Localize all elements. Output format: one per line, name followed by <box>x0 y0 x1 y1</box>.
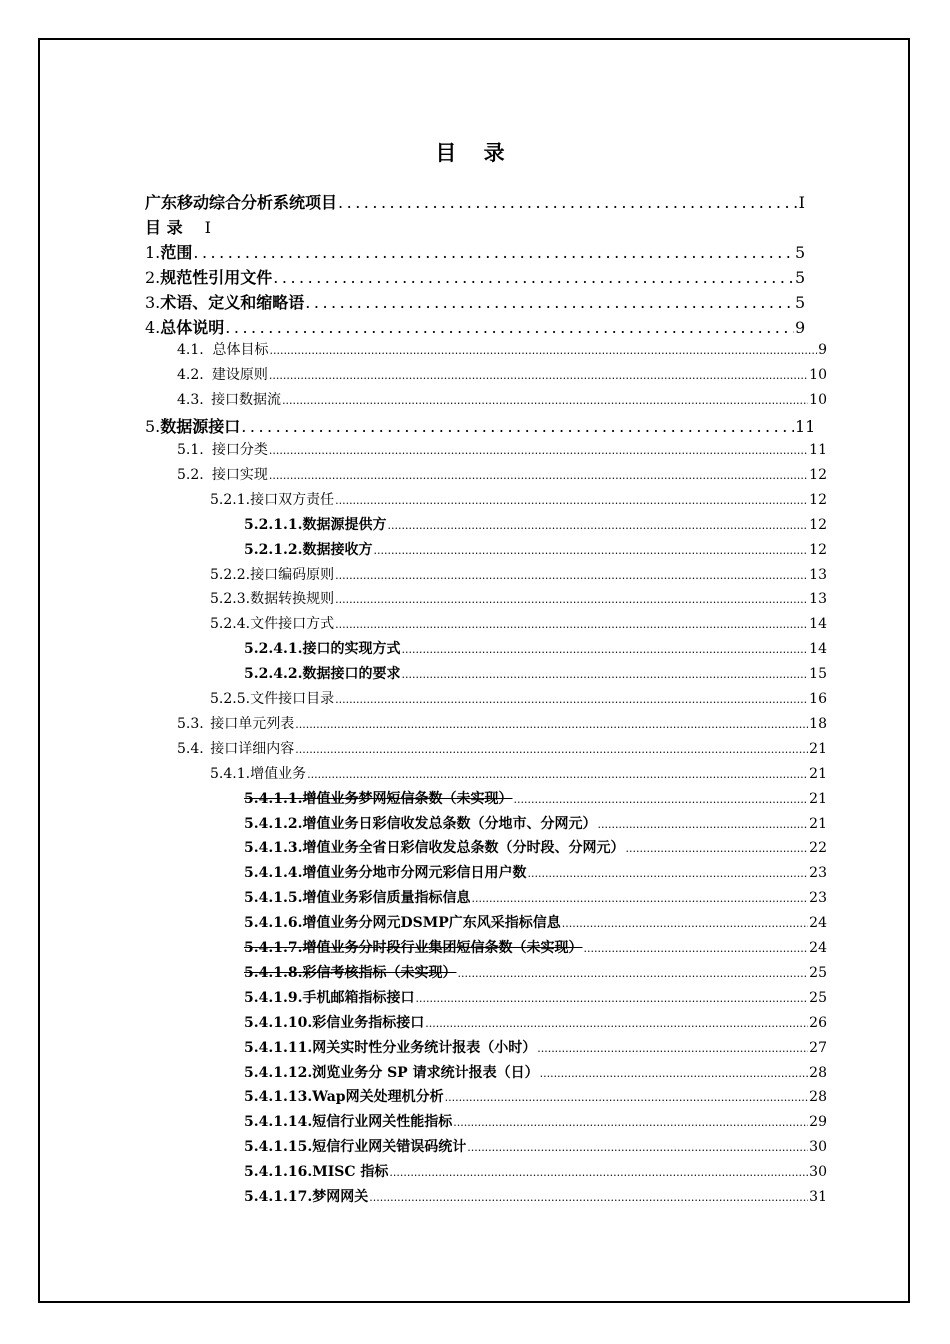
toc-entry-title: 广东移动综合分析系统项目 <box>145 193 338 212</box>
toc-entry-page: 21 <box>809 815 827 832</box>
toc-entry-number: 5.2.3. <box>210 591 251 608</box>
toc-entry-page: 13 <box>809 566 827 583</box>
toc-entry-page: 12 <box>809 491 827 508</box>
toc-leader-dots <box>625 842 808 855</box>
toc-entry-page: 16 <box>809 691 827 707</box>
toc-entry[interactable] <box>244 887 827 907</box>
toc-entry-title: 接口实现 <box>211 466 268 483</box>
toc-entry-page: 11 <box>809 442 827 458</box>
toc-leader-dots <box>457 967 808 980</box>
toc-entry[interactable] <box>145 414 816 437</box>
toc-entry[interactable] <box>244 837 827 857</box>
toc-entry[interactable] <box>145 290 805 312</box>
toc-entry-title: 网关实时性分业务统计报表（小时） <box>312 1039 537 1056</box>
toc-entry-page: 29 <box>809 1114 827 1131</box>
toc-leader-dots <box>269 444 808 457</box>
toc-entry-title: 总体说明 <box>160 317 225 337</box>
toc-entry-page: 14 <box>809 641 827 658</box>
toc-leader-dots <box>335 693 808 706</box>
toc-entry-number: 3. <box>145 292 161 312</box>
toc-leader-dots <box>537 1042 808 1055</box>
toc-leader-dots <box>389 1166 808 1179</box>
toc-entry[interactable] <box>244 1012 827 1032</box>
toc-entry-number: 5.4.1.9. <box>244 989 303 1006</box>
toc-entry[interactable] <box>244 1161 827 1181</box>
toc-entry-page: 11 <box>795 417 816 437</box>
toc-entry[interactable] <box>244 638 827 658</box>
toc-entry[interactable] <box>244 962 827 982</box>
toc-entry-title: 数据源接口 <box>160 417 241 437</box>
toc-entry-page: 22 <box>809 840 827 857</box>
toc-entry[interactable] <box>244 1111 827 1131</box>
toc-entry-title: 增值业务分时段行业集团短信条数（未实现） <box>302 940 583 956</box>
toc-entry-title: 目 录 <box>145 217 183 237</box>
toc-leader-dots <box>307 768 808 781</box>
toc-entry-number: 5.4.1.12. <box>244 1064 313 1081</box>
toc-entry-page: 5 <box>795 267 806 287</box>
toc-entry-title: 浏览业务分 SP 请求统计报表（日） <box>312 1064 539 1081</box>
toc-entry-number: 5.2.5. <box>210 691 251 707</box>
toc-entry[interactable] <box>244 1037 827 1057</box>
toc-entry-title: 增值业务日彩信收发总条数（分地市、分网元） <box>302 815 597 832</box>
toc-entry-page: 12 <box>809 516 827 533</box>
toc-leader-dots <box>273 268 794 287</box>
toc-entry-title: 增值业务彩信质量指标信息 <box>302 890 471 907</box>
toc-leader-dots <box>282 394 808 407</box>
toc-leader-dots <box>453 1116 808 1129</box>
toc-entry[interactable] <box>177 389 827 409</box>
toc-leader-dots <box>527 867 808 880</box>
toc-entry-title: 文件接口目录 <box>250 691 335 707</box>
toc-entry-number: 5.3. <box>177 715 204 732</box>
toc-entry-number: 5.2.4.2. <box>244 666 303 683</box>
toc-entry-page: 21 <box>809 740 827 757</box>
toc-entry[interactable] <box>145 240 805 262</box>
toc-entry-title: 短信行业网关性能指标 <box>312 1114 453 1131</box>
toc-leader-dots <box>335 593 808 606</box>
toc-entry[interactable] <box>210 688 827 708</box>
toc-entry-number: 5.2.4. <box>210 616 251 633</box>
toc-leader-dots <box>583 942 808 955</box>
toc-entry-title: 增值业务 <box>250 765 307 782</box>
toc-entry-number: 5.4.1.6. <box>244 915 303 932</box>
toc-entry[interactable] <box>244 1086 827 1106</box>
toc-entry[interactable] <box>210 489 827 509</box>
toc-entry-number: 5.4.1.7. <box>244 940 303 956</box>
toc-entry-title: 接口详细内容 <box>210 740 295 757</box>
toc-entry-title: MISC 指标 <box>312 1164 389 1181</box>
toc-entry-page: 12 <box>809 541 827 558</box>
toc-entry[interactable] <box>177 464 827 484</box>
toc-entry-number: 4.1. <box>177 342 204 359</box>
toc-entry-title: 术语、定义和缩略语 <box>160 292 305 312</box>
toc-entry-page: 18 <box>809 715 827 732</box>
toc-leader-dots <box>445 1091 809 1104</box>
toc-entry[interactable] <box>244 813 827 833</box>
toc-entry[interactable] <box>244 1186 827 1206</box>
toc-entry[interactable] <box>210 763 827 783</box>
toc-entry-title: 文件接口方式 <box>250 616 335 633</box>
toc-entry-page: I <box>204 217 211 237</box>
toc-entry-page: 9 <box>818 342 827 359</box>
toc-entry-title: 数据接口的要求 <box>302 666 401 683</box>
toc-entry-number: 5.4.1.3. <box>244 840 303 857</box>
toc-leader-dots <box>467 1141 808 1154</box>
toc-entry-number: 5.4.1.13. <box>244 1089 313 1106</box>
toc-leader-dots <box>387 519 808 532</box>
toc-entry-number: 5.4.1.2. <box>244 815 303 832</box>
toc-entry[interactable] <box>210 564 827 584</box>
toc-entry[interactable] <box>210 613 827 633</box>
toc-entry-number: 5.4.1.14. <box>244 1114 313 1131</box>
toc-entry-title: 接口双方责任 <box>250 491 335 508</box>
toc-entry-page: 15 <box>809 666 827 683</box>
toc-entry-title: 增值业务全省日彩信收发总条数（分时段、分网元） <box>302 840 625 857</box>
toc-leader-dots <box>335 618 808 631</box>
toc-entry-number: 5.4.1.16. <box>244 1164 313 1181</box>
toc-entry-number: 5.2. <box>177 466 204 483</box>
toc-leader-dots <box>225 318 794 337</box>
toc-entry-number: 5.4.1.10. <box>244 1014 313 1031</box>
toc-leader-dots <box>305 293 794 312</box>
toc-entry-page: 5 <box>795 292 806 312</box>
toc-entry-page: 30 <box>809 1139 827 1156</box>
toc-entry-title: 梦网网关 <box>312 1189 369 1205</box>
toc-entry-title: 接口编码原则 <box>250 566 335 583</box>
toc-entry-number: 5.4.1.11. <box>244 1039 313 1056</box>
toc-entry-title: 增值业务梦网短信条数（未实现） <box>302 790 513 807</box>
toc-entry-number: 1. <box>145 242 161 262</box>
toc-entry[interactable] <box>244 539 827 559</box>
toc-entry-number: 5.1. <box>177 442 204 458</box>
toc-entry-number: 2. <box>145 267 161 287</box>
toc-entry[interactable] <box>244 912 827 932</box>
toc-entry-title: 规范性引用文件 <box>160 267 273 287</box>
toc-entry-title: 接口的实现方式 <box>302 641 401 658</box>
toc-entry[interactable] <box>177 738 827 758</box>
toc-entry-page: 28 <box>809 1064 827 1081</box>
toc-entry[interactable] <box>177 713 827 733</box>
toc-entry-number: 5.4.1.17. <box>244 1189 313 1205</box>
toc-entry-page: 27 <box>809 1039 827 1056</box>
toc-entry[interactable] <box>177 339 827 359</box>
toc-leader-dots <box>415 992 808 1005</box>
toc-leader-dots <box>335 494 808 507</box>
toc-entry[interactable] <box>145 190 805 212</box>
toc-entry-title: 数据转换规则 <box>250 591 335 608</box>
toc-entry-page: 21 <box>809 765 827 782</box>
toc-entry-number: 4.3. <box>177 392 204 409</box>
toc-entry-page: 14 <box>809 616 827 633</box>
toc-entry-number: 5.2.2. <box>210 566 251 583</box>
toc-entry-number: 5.4.1.8. <box>244 964 303 981</box>
toc-entry[interactable] <box>244 937 827 957</box>
toc-entry[interactable] <box>210 588 827 608</box>
toc-entry-page: 31 <box>809 1189 827 1205</box>
toc-entry-number: 5.4.1.15. <box>244 1139 313 1156</box>
toc-entry-title: 彩信业务指标接口 <box>312 1014 425 1031</box>
toc-entry-page: 23 <box>809 890 827 907</box>
toc-entry-title: 增值业务分网元DSMP广东风采指标信息 <box>302 915 561 932</box>
toc-leader-dots <box>295 743 808 756</box>
toc-entry-page: I <box>798 193 805 212</box>
toc-leader-dots <box>193 243 794 262</box>
toc-entry-number: 5.4.1.5. <box>244 890 303 907</box>
toc-entry-title: 手机邮箱指标接口 <box>302 989 415 1006</box>
toc-entry-title: 接口单元列表 <box>210 715 295 732</box>
toc-leader-dots <box>471 892 808 905</box>
toc-entry[interactable] <box>244 514 827 534</box>
toc-leader-dots <box>335 569 808 582</box>
toc-entry-page: 12 <box>809 466 827 483</box>
toc-leader-dots <box>269 469 808 482</box>
toc-entry-number: 5.2.4.1. <box>244 641 303 658</box>
toc-entry-number: 5.2.1.2. <box>244 541 303 558</box>
toc-leader-dots <box>295 718 808 731</box>
toc-entry-number: 4.2. <box>177 367 204 384</box>
toc-entry-page: 26 <box>809 1014 827 1031</box>
toc-entry-number: 5. <box>145 417 161 437</box>
toc-entry-title: 增值业务分地市分网元彩信日用户数 <box>302 865 527 882</box>
toc-entry-title: 数据接收方 <box>302 541 373 558</box>
toc-leader-dots <box>269 369 808 382</box>
toc-entry[interactable] <box>244 862 827 882</box>
toc-entry[interactable] <box>244 788 827 808</box>
toc-entry-page: 10 <box>809 392 827 409</box>
toc-leader-dots <box>597 818 808 831</box>
toc-entry-number: 5.4.1.1. <box>244 790 303 807</box>
toc-entry-page: 10 <box>809 367 827 384</box>
toc-entry[interactable] <box>244 663 827 683</box>
toc-entry-number: 5.2.1. <box>210 491 251 508</box>
toc-entry-title: 建设原则 <box>211 367 268 384</box>
toc-entry-number: 5.2.1.1. <box>244 516 303 533</box>
toc-entry-page: 28 <box>809 1089 827 1106</box>
toc-entry-title: 总体目标 <box>212 342 269 359</box>
toc-entry-title: 接口数据流 <box>211 392 282 409</box>
toc-entry-title: 范围 <box>160 242 193 262</box>
toc-entry[interactable] <box>177 439 827 459</box>
toc-leader-dots <box>373 544 808 557</box>
toc-entry-page: 25 <box>809 989 827 1006</box>
toc-entry-number: 5.4.1.4. <box>244 865 303 882</box>
toc-entry[interactable] <box>145 215 805 237</box>
toc-leader-dots <box>338 193 798 212</box>
toc-entry-page: 23 <box>809 865 827 882</box>
toc-entry-title: 彩信考核指标（未实现） <box>302 964 457 981</box>
toc-entry-title: Wap网关处理机分析 <box>312 1089 444 1106</box>
toc-entry[interactable] <box>145 315 805 337</box>
toc-entry[interactable] <box>244 987 827 1007</box>
toc-leader-dots <box>425 1017 808 1030</box>
toc-entry-page: 9 <box>795 317 806 337</box>
toc-entry-page: 24 <box>809 940 827 956</box>
toc-entry-number: 5.4.1. <box>210 765 251 782</box>
toc-entry[interactable] <box>244 1136 827 1156</box>
toc-leader-dots <box>562 917 808 930</box>
toc-leader-dots <box>401 643 808 656</box>
toc-entry-page: 30 <box>809 1164 827 1181</box>
toc-entry-number: 5.4. <box>177 740 204 757</box>
toc-entry-title: 数据源提供方 <box>302 516 387 533</box>
toc-leader-dots <box>369 1191 808 1204</box>
toc-leader-dots <box>269 344 817 357</box>
toc-entry-page: 24 <box>809 915 827 932</box>
toc-entry-page: 13 <box>809 591 827 608</box>
toc-leader-dots <box>513 793 808 806</box>
toc-leader-dots <box>241 417 794 436</box>
toc-entry-number: 4. <box>145 317 161 337</box>
toc-leader-dots <box>401 668 808 681</box>
toc-entry-title: 短信行业网关错误码统计 <box>312 1139 467 1156</box>
toc-entry-page: 21 <box>809 790 827 807</box>
toc-entry-page: 25 <box>809 964 827 981</box>
toc-entry[interactable] <box>145 265 805 287</box>
toc-entry-page: 5 <box>795 242 806 262</box>
toc-entry[interactable] <box>244 1062 827 1082</box>
toc-entry-title: 接口分类 <box>211 442 268 458</box>
page-title: 目 录 <box>435 140 515 165</box>
toc-leader-dots <box>540 1067 809 1080</box>
toc-entry[interactable] <box>177 364 827 384</box>
